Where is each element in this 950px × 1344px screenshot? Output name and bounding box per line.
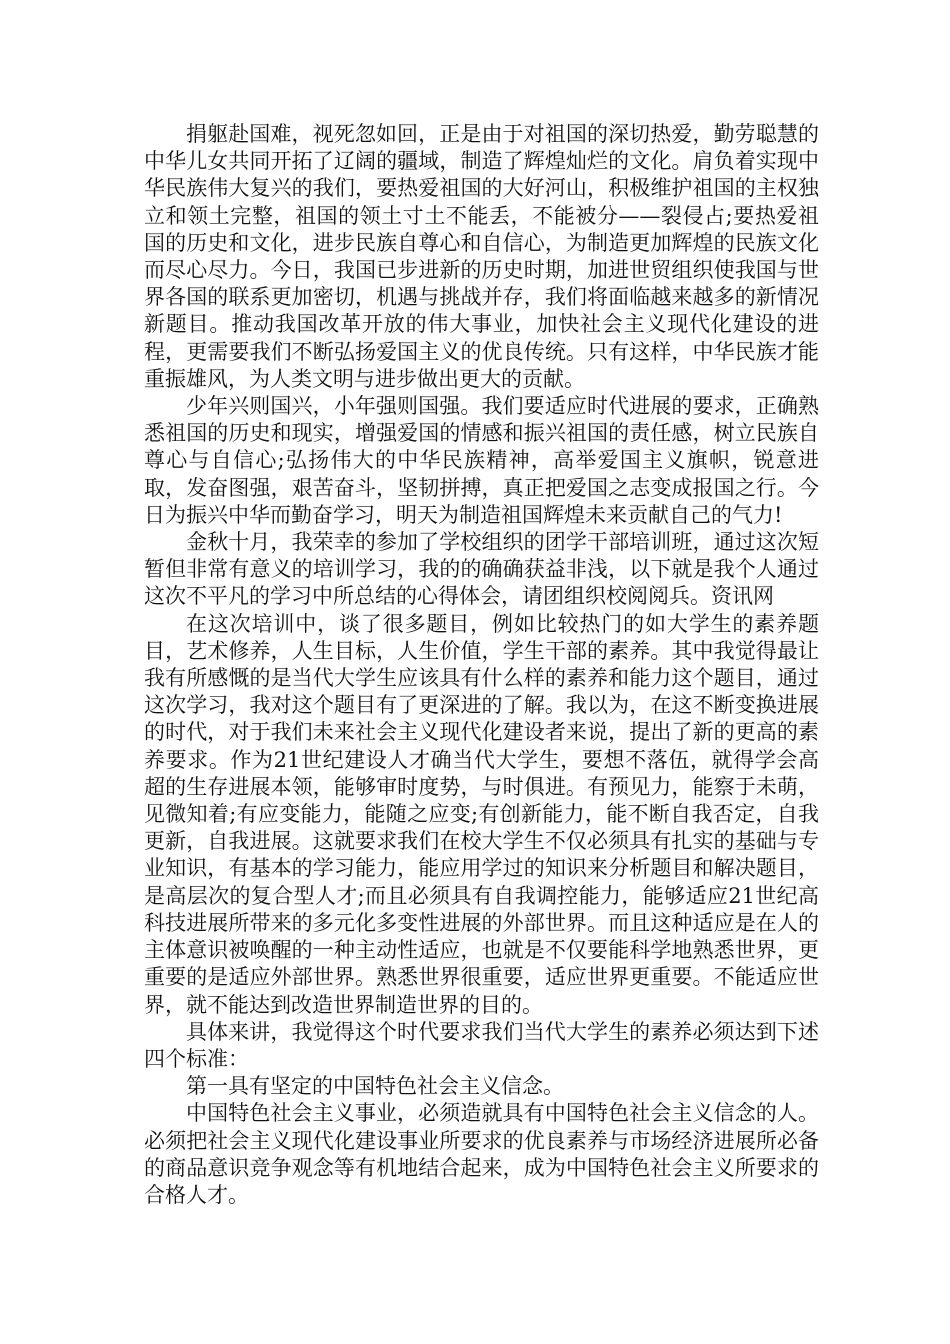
document-page bbox=[144, 121, 819, 1209]
paragraph-patriotism: 捐躯赴国难，视死忽如回，正是由于对祖国的深切热爱，勤劳聪慧的中华儿女共同开拓了辽阔的疆域，制造了辉煌灿烂的文化。肩负着实现中华民族伟大复兴的我们，要热爱祖国的大好河山，积极维护祖国的主权独立和领土完整，祖国的领土寸土不能丢，不能被分——裂侵占;要热爱祖国的历史和文化，进步民族自尊心和自信心，为制造更加辉煌的民族文化而尽心尽力。今日，我国已步进新的历史时期，加进世贸组织使我国与世界各国的联系更加密切，机遇与挑战并存，我们将面临越来越多的新情况新题目。推动我国改革开放的伟大事业，加快社会主义现代化建设的进程，更需要我们不断弘扬爱国主义的优良传统。只有这样，中华民族才能重振雄风，为人类文明与进步做出更大的贡献。 bbox=[144, 122, 819, 391]
paragraph-training-content: 在这次培训中，谈了很多题目，例如比较热门的如大学生的素养题目，艺术修养，人生目标，人生价值，学生干部的素养。其中我觉得最让我有所感慨的是当代大学生应该具有什么样的素养和能力这个题目，通过这次学习，我对这个题目有了更深进的了解。我以为，在这不断变换进展的时代，对于我们未来社会主义现代化建设者来说，提出了新的更高的素养要求。作为21世纪建设人才确当代大学生，要想不落伍，就得学会高超的生存进展本领，能够审时度势，与时俱进。有预见力，能察于未萌，见微知着;有应变能力，能随之应变;有创新能力，能不断自我否定，自我更新，自我进展。这就要求我们在校大学生不仅必须具有扎实的基础与专业知识，有基本的学习能力，能应用学过的知识来分析题目和解决题目，是高层次的复合型人才;而且必须具有自我调控能力，能够适应21世纪高科技进展所带来的多元化多变性进展的外部世界。而且这种适应是在人的主体意识被唤醒的一种主动性适应，也就是不仅要能科学地熟悉世界，更重要的是适应外部世界。熟悉世界很重要，适应世界更重要。不能适应世界，就不能达到改造世界制造世界的目的。 bbox=[144, 611, 819, 1017]
paragraph-standard-one-body: 中国特色社会主义事业，必须造就具有中国特色社会主义信念的人。必须把社会主义现代化建设事业所要求的优良素养与市场经济进展所必备的商品意识竞争观念等有机地结合起来，成为中国特色社会主义所要求的合格人才。 bbox=[144, 1101, 819, 1207]
paragraph-youth-strength: 少年兴则国兴，小年强则国强。我们要适应时代进展的要求，正确熟悉祖国的历史和现实，增强爱国的情感和振兴祖国的责任感，树立民族自尊心与自信心;弘扬伟大的中华民族精神，高举爱国主义旗帜，锐意进取，发奋图强，艰苦奋斗，坚韧拼搏，真正把爱国之志变成报国之行。今日为振兴中华而勤奋学习，明天为制造祖国辉煌未来贡献自己的气力! bbox=[144, 394, 819, 527]
paragraph-four-standards: 具体来讲，我觉得这个时代要求我们当代大学生的素养必须达到下述四个标准： bbox=[144, 1019, 819, 1071]
paragraph-standard-one-heading: 第一具有坚定的中国特色社会主义信念。 bbox=[186, 1074, 564, 1099]
paragraph-training-intro: 金秋十月，我荣幸的参加了学校组织的团学干部培训班，通过这次短暂但非常有意义的培训学习，我的的确确获益非浅，以下就是我个人通过这次不平凡的学习中所总结的心得体会，请团组织校阅阅兵。资讯网 bbox=[144, 530, 819, 609]
